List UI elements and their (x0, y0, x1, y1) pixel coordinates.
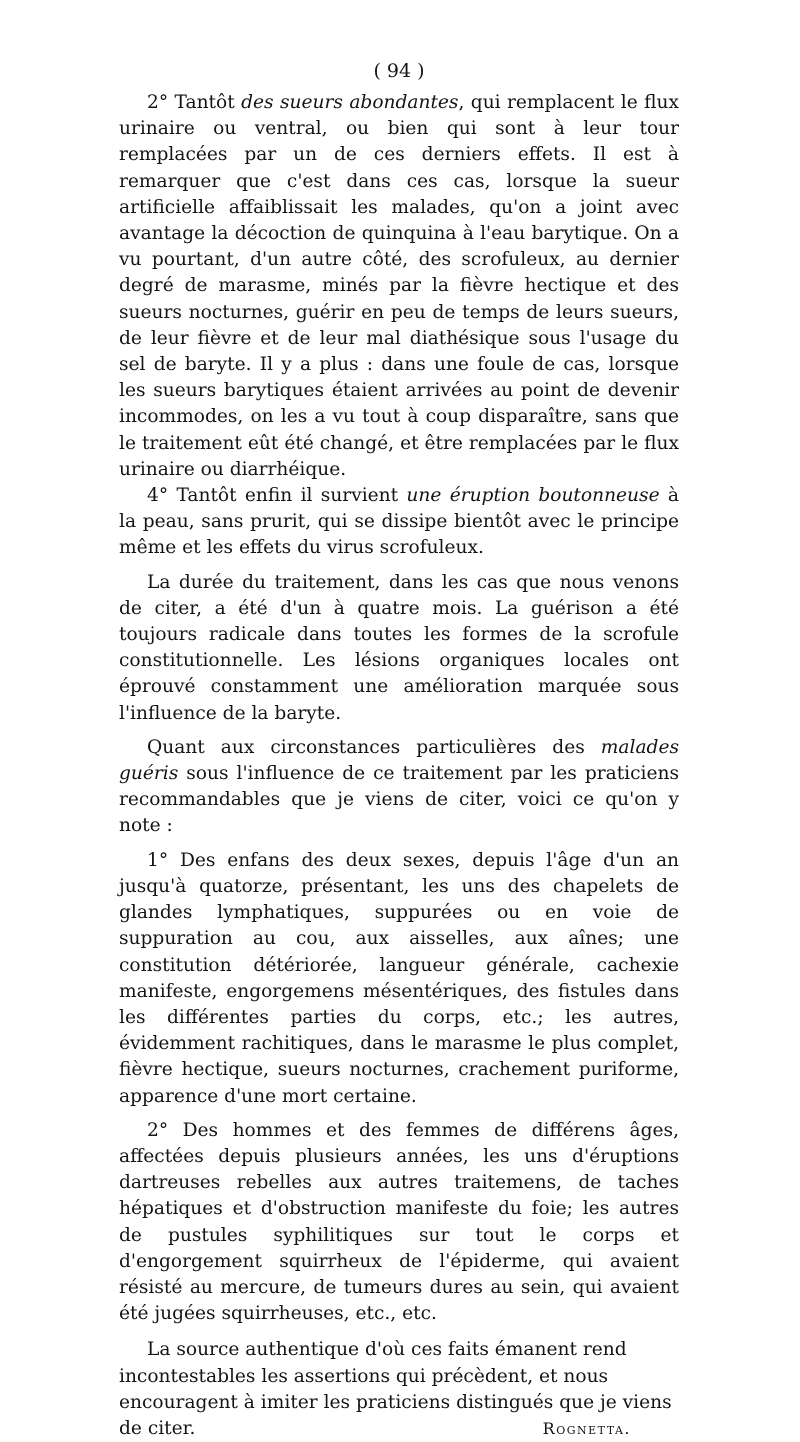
paragraph-text: 2° Tantôt (147, 92, 242, 113)
paragraph-p2-sueurs (119, 90, 679, 483)
paragraph-text: , qui remplacent le flux urinaire ou ventral, ou bien qui sont à leur tour remplacées par un de ces derniers effets. Il est à remarquer que c'est dans ces cas, lorsque la sueur artificielle affaiblissait les malades, qu'on a joint avec avantage la décoction de quinquina à l'eau barytique. On a vu pourtant, d'un autre côté, des scrofuleux, au dernier degré de marasme, minés par la fièvre hectique et des sueurs nocturnes, guérir en peu de temps de leurs sueurs, de leur fièvre et de leur mal diathésique sous l'usage du sel de baryte. Il y a plus : dans une foule de cas, lorsque les sueurs barytiques étaient arrivées au point de devenir incommodes, on les a vu tout à coup disparaître, sans que le traitement eût été changé, et être remplacées par le flux urinaire ou diarrhéique. (119, 92, 679, 480)
paragraph-text: 2° Des hommes et des femmes de différens âges, affectées depuis plusieurs années, les uns d'éruptions dartreuses rebelles aux autres traitemens, de taches hépatiques et d'obstruction manifeste du foie; les autres de pustules syphilitiques sur tout le corps et d'engorgement squirrheux de l'épiderme, qui avaient résisté au mercure, de tumeurs dures au sein, qui avaient été jugées squirrheuses, etc., etc. (119, 1119, 679, 1325)
emphasized-text: malades guéris (119, 736, 679, 785)
closing-text: La source authentique d'où ces faits émanent rend incontestables les assertions qui précèdent, et nous encouragent à imiter les praticiens distingués que je viens de citer. (119, 1339, 672, 1439)
document-page (119, 60, 679, 1442)
paragraph-p-quant (119, 735, 679, 840)
page-number: ( 94 ) (373, 60, 425, 82)
paragraph-text: sous l'influence de ce traitement par les praticiens recommandables que je viens de citer, voici ce qu'on y note : (119, 763, 679, 837)
paragraph-p-duree (119, 570, 679, 727)
paragraph-text: Quant aux circonstances particulières des (147, 736, 601, 758)
closing-paragraph (119, 1337, 679, 1442)
emphasized-text: des sueurs abondantes (241, 92, 459, 113)
paragraph-text: La durée du traitement, dans les cas que nous venons de citer, a été d'un à quatre mois. La guérison a été toujours radicale dans toutes les formes de la scrofule constitutionnelle. Les lésions organiques locales ont éprouvé constamment une amélioration marquée sous l'influence de la baryte. (119, 571, 679, 724)
paragraph-text: 1° Des enfans des deux sexes, depuis l'âge d'un an jusqu'à quatorze, présentant, les uns des chapelets de glandes lymphatiques, suppurées ou en voie de suppuration au cou, aux aisselles, aux aînes; une constitution détériorée, langueur générale, cachexie manifeste, engorgemens mésentériques, des fistules dans les différentes parties du corps, etc.; les autres, évidemment rachitiques, dans le marasme le plus complet, fièvre hectique, sueurs nocturnes, crachement puriforme, apparence d'une mort certaine. (119, 849, 679, 1107)
author-signature: Rognetta. (542, 1418, 631, 1438)
emphasized-text: une éruption boutonneuse (406, 485, 660, 507)
paragraph-text: 4° Tantôt enfin il survient (147, 485, 407, 507)
paragraph-p4-eruption (119, 483, 679, 562)
paragraph-text: à la peau, sans prurit, qui se dissipe bientôt avec le principe même et les effets du virus scrofuleux. (119, 485, 679, 559)
body-text (119, 90, 679, 1327)
paragraph-p1-enfans (119, 848, 679, 1110)
paragraph-p2-hommes (119, 1118, 679, 1328)
